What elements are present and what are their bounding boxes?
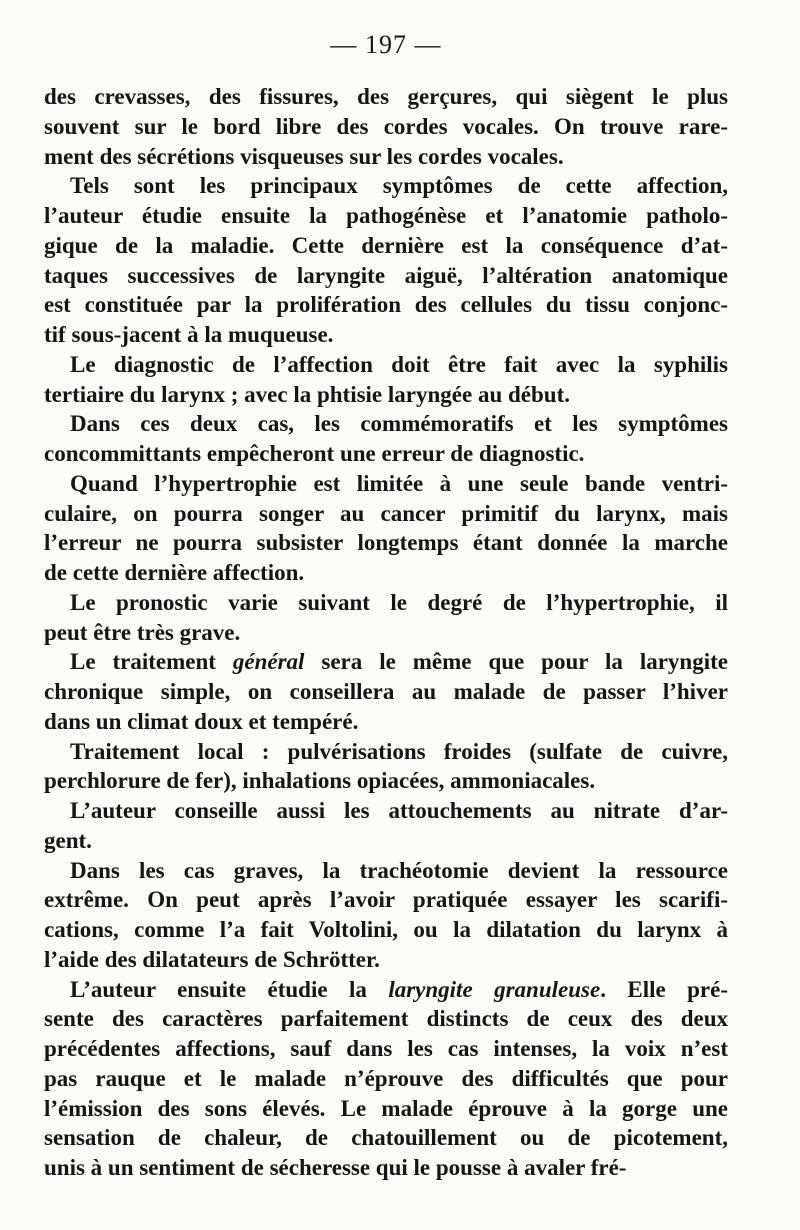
text-line: perchlorure de fer), inhalations opiacées, ammoniacales. [44, 768, 596, 794]
text-line: L’auteur conseille aussi les attouchements au nitrate d’ar- [70, 798, 728, 823]
text-line: gent. [44, 827, 92, 853]
text-line: l’aide des dilatateurs de Schrötter. [44, 946, 380, 972]
text-line: pas rauque et le malade n’éprouve des difficultés que pour [44, 1065, 728, 1091]
text-segment: Le traitement [70, 649, 233, 675]
document-page [44, 28, 728, 1183]
italic-term: laryngite granuleuse [388, 976, 601, 1002]
text-line: de cette dernière affection. [44, 560, 305, 585]
text-line: Tels sont les principaux symptômes de cette affection, [70, 173, 728, 199]
text-line: chronique simple, on conseillera au malade de passer l’hiver [44, 679, 728, 704]
italic-term: général [232, 649, 305, 675]
text-line: Le diagnostic de l’affection doit être fait avec la syphilis [70, 351, 728, 377]
text-line: est constituée par la prolifération des cellules du tissu conjonc- [44, 292, 728, 318]
text-segment: L’auteur ensuite étudie la [70, 976, 389, 1002]
text-line: Dans les cas graves, la trachéotomie devient la ressource [70, 857, 728, 883]
text-line: Quand l’hypertrophie est limitée à une seule bande ventri- [70, 470, 728, 496]
text-line: sensation de chaleur, de chatouillement ou de picotement, [44, 1125, 728, 1151]
text-line: Traitement local : pulvérisations froides (sulfate de cuivre, [70, 738, 728, 764]
text-line: peut être très grave. [44, 619, 241, 645]
text-segment: . Elle pré- [600, 976, 729, 1002]
paragraph [44, 737, 728, 797]
text-line: taques successives de laryngite aiguë, l’altération anatomique [44, 262, 728, 288]
text-line: tertiaire du larynx ; avec la phtisie laryngée au début. [44, 381, 570, 407]
text-line: souvent sur le bord libre des cordes vocales. On trouve rare- [44, 113, 728, 139]
text-line: cations, comme l’a fait Voltolini, ou la dilatation du larynx à [44, 917, 728, 942]
paragraph [44, 409, 728, 469]
paragraph [44, 82, 728, 171]
text-line: précédentes affections, sauf dans les cas intenses, la voix n’est [44, 1036, 728, 1061]
text-line: l’erreur ne pourra subsister longtemps étant donnée la marche [44, 530, 728, 556]
paragraph [44, 856, 728, 975]
paragraph [44, 350, 728, 410]
paragraph [44, 975, 728, 1183]
text-line: sente des caractères parfaitement distincts de ceux des deux [44, 1006, 728, 1032]
paragraph [44, 647, 728, 736]
text-line: gique de la maladie. Cette dernière est la conséquence d’at- [44, 232, 728, 258]
text-line: l’auteur étudie ensuite la pathogénèse et l’anatomie patholo- [44, 203, 728, 228]
text-line: concommittants empêcheront une erreur de diagnostic. [44, 441, 585, 466]
page-number: — 197 — [330, 30, 442, 59]
paragraph [44, 469, 728, 588]
paragraph [44, 796, 728, 856]
text-line: tif sous-jacent à la muqueuse. [44, 322, 334, 347]
text-line: l’émission des sons élevés. Le malade éprouve à la gorge une [44, 1095, 728, 1121]
text-line [44, 975, 728, 1005]
text-line: Le pronostic varie suivant le degré de l’hypertrophie, il [70, 589, 728, 615]
text-line: ment des sécrétions visqueuses sur les cordes vocales. [44, 143, 564, 169]
text-line: dans un climat doux et tempéré. [44, 708, 359, 734]
text-segment: sera le même que pour la laryngite [304, 649, 728, 675]
text-line: extrême. On peut après l’avoir pratiquée essayer les scarifi- [44, 887, 728, 913]
text-line: Dans ces deux cas, les commémoratifs et les symptômes [70, 411, 728, 437]
text-line: culaire, on pourra songer au cancer primitif du larynx, mais [44, 500, 728, 526]
text-line: des crevasses, des fissures, des gerçures, qui siègent le plus [44, 84, 728, 109]
paragraph [44, 588, 728, 648]
body-text [44, 82, 728, 1183]
text-line [44, 647, 728, 677]
text-line: unis à un sentiment de sécheresse qui le pousse à avaler fré- [44, 1155, 627, 1180]
paragraph [44, 171, 728, 350]
